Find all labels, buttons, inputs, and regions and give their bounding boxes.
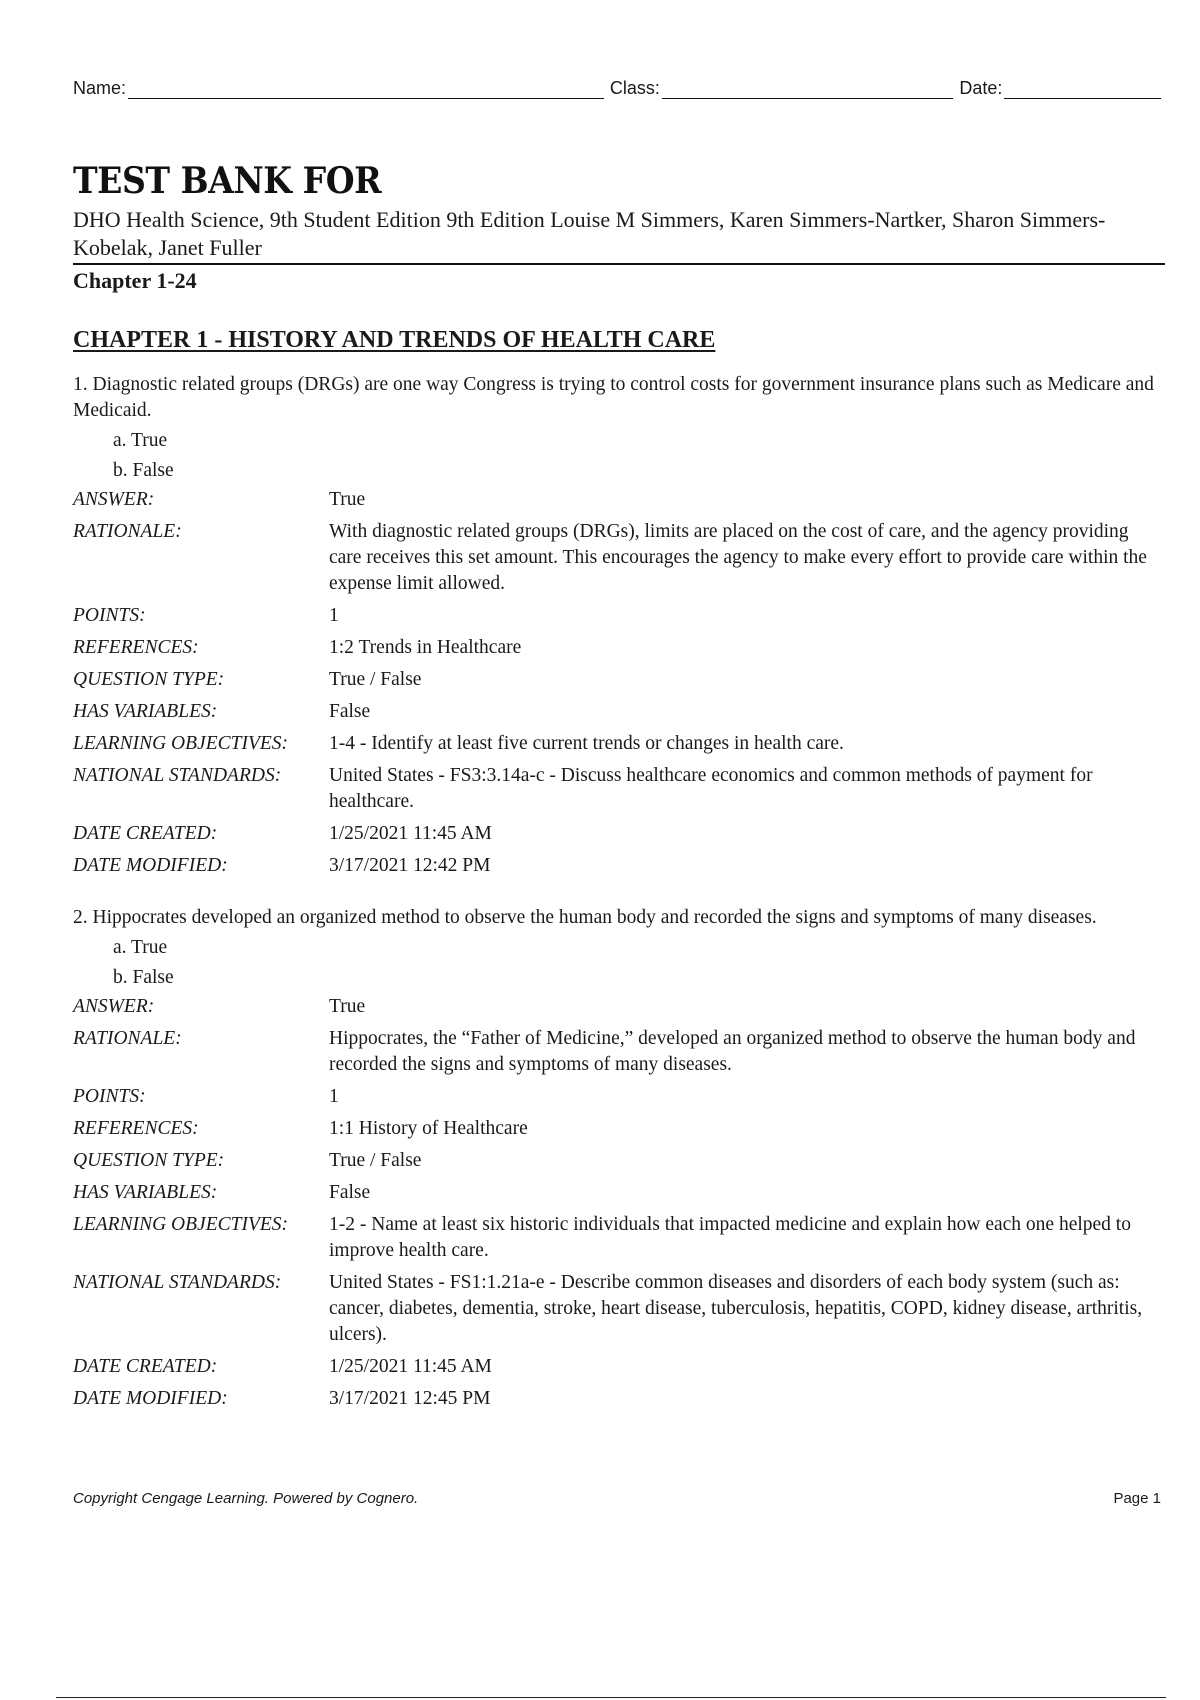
- test-bank-title: TEST BANK FOR: [73, 160, 382, 202]
- date-modified-value: 3/17/2021 12:45 PM: [329, 1388, 491, 1409]
- national-standards-value: United States - FS3:3.14a-c - Discuss healthcare economics and common methods of payment for healthcare.: [329, 765, 1093, 812]
- learning-objectives-label: LEARNING OBJECTIVES:: [73, 1214, 289, 1235]
- national-standards-value: United States - FS1:1.21a-e - Describe common diseases and disorders of each body system (such as: cancer, diabetes, dementia, stroke, heart disease, tuberculosis, hepatitis, COPD, kidney disease, arthritis, ulcers).: [329, 1272, 1143, 1345]
- answer-label: ANSWER:: [73, 489, 155, 510]
- learning-objectives-value: 1-2 - Name at least six historic individuals that impacted medicine and explain how each one helped to improve health care.: [329, 1214, 1131, 1261]
- question-1: [73, 372, 1165, 885]
- references-value: 1:1 History of Healthcare: [329, 1118, 528, 1139]
- student-info-line: [73, 72, 1161, 99]
- question-type-value: True / False: [329, 669, 422, 690]
- question-stem: 2. Hippocrates developed an organized method to observe the human body and recorded the signs and symptoms of many diseases.: [73, 907, 1097, 928]
- question-type-value: True / False: [329, 1150, 422, 1171]
- answer-value: True: [329, 489, 366, 510]
- date-created-value: 1/25/2021 11:45 AM: [329, 1356, 492, 1377]
- answer-value: True: [329, 996, 366, 1017]
- question-metadata: [73, 487, 1165, 885]
- date-created-label: DATE CREATED:: [73, 1356, 218, 1377]
- question-stem: 1. Diagnostic related groups (DRGs) are one way Congress is trying to control costs for government insurance plans such as Medicare and Medicaid.: [73, 374, 1154, 421]
- page-number: Page 1: [1113, 1490, 1161, 1507]
- points-label: POINTS:: [73, 1086, 146, 1107]
- choice-b: b. False: [113, 967, 174, 988]
- national-standards-label: NATIONAL STANDARDS:: [73, 765, 282, 786]
- date-blank: [1004, 72, 1161, 99]
- has-variables-label: HAS VARIABLES:: [73, 1182, 218, 1203]
- answer-label: ANSWER:: [73, 996, 155, 1017]
- has-variables-value: False: [329, 1182, 371, 1203]
- has-variables-value: False: [329, 701, 371, 722]
- bottom-divider: [56, 1697, 1166, 1698]
- choice-a: a. True: [113, 937, 168, 958]
- date-modified-value: 3/17/2021 12:42 PM: [329, 855, 491, 876]
- rationale-label: RATIONALE:: [73, 1028, 182, 1049]
- class-blank: [662, 72, 953, 99]
- national-standards-label: NATIONAL STANDARDS:: [73, 1272, 282, 1293]
- name-label: Name:: [73, 78, 127, 98]
- references-label: REFERENCES:: [73, 1118, 199, 1139]
- question-2: [73, 905, 1165, 1418]
- learning-objectives-label: LEARNING OBJECTIVES:: [73, 733, 289, 754]
- question-metadata: [73, 994, 1165, 1418]
- points-value: 1: [329, 605, 339, 626]
- has-variables-label: HAS VARIABLES:: [73, 701, 218, 722]
- learning-objectives-value: 1-4 - Identify at least five current trends or changes in health care.: [329, 733, 844, 754]
- points-label: POINTS:: [73, 605, 146, 626]
- name-blank: [128, 72, 604, 99]
- choice-b: b. False: [113, 460, 174, 481]
- choice-a: a. True: [113, 430, 168, 451]
- rationale-label: RATIONALE:: [73, 521, 182, 542]
- references-label: REFERENCES:: [73, 637, 199, 658]
- title-divider: [73, 263, 1165, 265]
- date-created-value: 1/25/2021 11:45 AM: [329, 823, 492, 844]
- chapter-range: Chapter 1-24: [73, 268, 197, 293]
- chapter-heading: CHAPTER 1 - HISTORY AND TRENDS OF HEALTH CARE: [73, 327, 716, 353]
- date-label: Date:: [959, 78, 1003, 98]
- date-modified-label: DATE MODIFIED:: [73, 1388, 228, 1409]
- question-type-label: QUESTION TYPE:: [73, 669, 225, 690]
- rationale-value: With diagnostic related groups (DRGs), limits are placed on the cost of care, and the agency providing care receives this set amount. This encourages the agency to make every effort to provide care within the expense limit allowed.: [329, 521, 1147, 594]
- date-created-label: DATE CREATED:: [73, 823, 218, 844]
- references-value: 1:2 Trends in Healthcare: [329, 637, 522, 658]
- copyright-notice: Copyright Cengage Learning. Powered by Cognero.: [73, 1490, 419, 1507]
- page-footer: [73, 1490, 1161, 1507]
- points-value: 1: [329, 1086, 339, 1107]
- question-type-label: QUESTION TYPE:: [73, 1150, 225, 1171]
- rationale-value: Hippocrates, the “Father of Medicine,” developed an organized method to observe the human body and recorded the signs and symptoms of many diseases.: [329, 1028, 1136, 1075]
- class-label: Class:: [609, 78, 660, 98]
- date-modified-label: DATE MODIFIED:: [73, 855, 228, 876]
- book-subtitle: DHO Health Science, 9th Student Edition 9th Edition Louise M Simmers, Karen Simmers-Nartker, Sharon Simmers-Kobelak, Janet Fuller: [73, 207, 1106, 260]
